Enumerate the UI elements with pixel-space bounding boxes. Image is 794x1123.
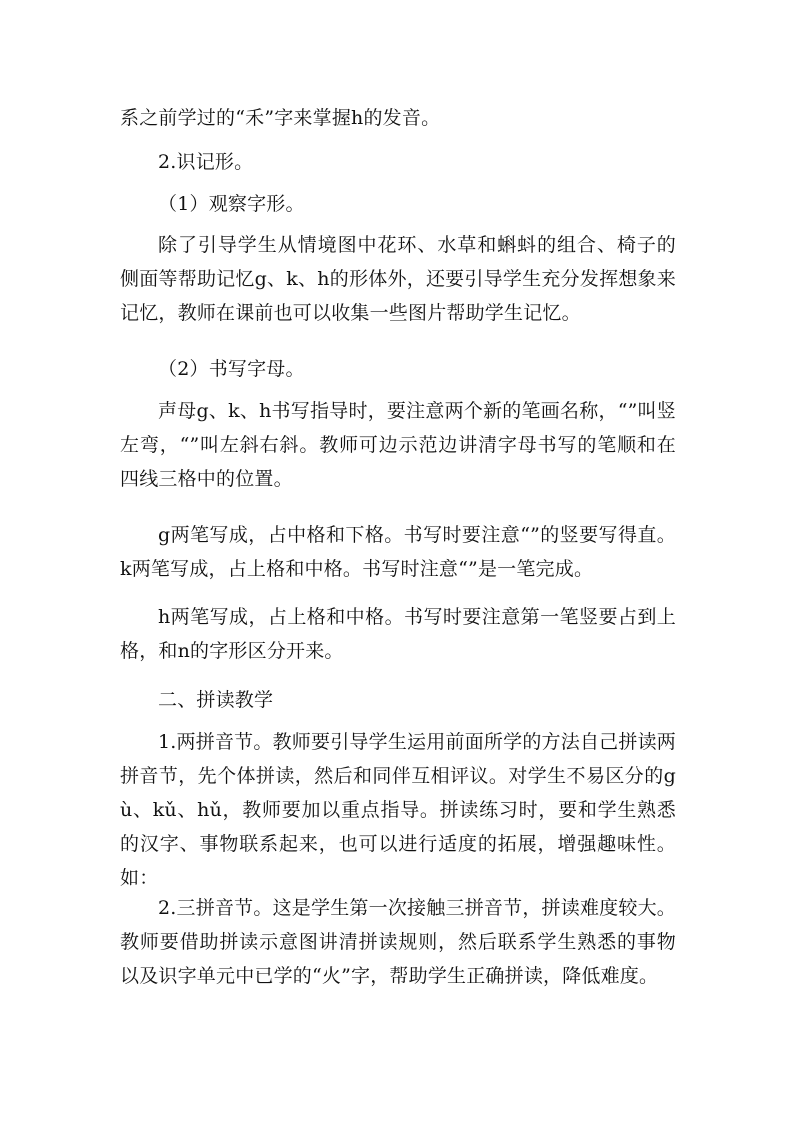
subheading-observe-shape: （1）观察字形。: [158, 193, 305, 215]
paragraph-h-writing: h两笔写成，占上格和中格。书写时要注意第一笔竖要占到上格，和n的字形区分开来。: [120, 606, 676, 662]
paragraph-continuation: 系之前学过的“禾”字来掌握h的发音。: [120, 107, 441, 129]
paragraph-two-part-syllables: 1.两拼音节。教师要引导学生运用前面所学的方法自己拼读两拼音节，先个体拼读，然后和同伴互相评议。对学生不易区分的gù、kǔ、hǔ，教师要加以重点指导。拼读练习时，要和学生熟悉的汉字、事物联系起来，也可以进行适度的拓展，增强趣味性。如：: [120, 731, 676, 889]
section-heading-recognize-shape: 2.识记形。: [158, 151, 254, 173]
subheading-write-letters: （2）书写字母。: [158, 358, 305, 380]
paragraph-writing-guidance: 声母g、k、h书写指导时，要注意两个新的笔画名称，“”叫竖左弯，“”叫左斜右斜。教师可边示范边讲清字母书写的笔顺和在四线三格中的位置。: [120, 400, 676, 490]
paragraph-g-k-writing: g两笔写成，占中格和下格。书写时要注意“”的竖要写得直。k两笔写成，占上格和中格。书写时注意“”是一笔完成。: [120, 524, 676, 580]
paragraph-three-part-syllables: 2.三拼音节。这是学生第一次接触三拼音节，拼读难度较大。教师要借助拼读示意图讲清拼读规则，然后联系学生熟悉的事物以及识字单元中已学的“火”字，帮助学生正确拼读，降低难度。: [120, 897, 676, 987]
section-heading-spelling: 二、拼读教学: [158, 689, 274, 711]
paragraph-memory-tips: 除了引导学生从情境图中花环、水草和蝌蚪的组合、椅子的侧面等帮助记忆g、k、h的形体外，还要引导学生充分发挥想象来记忆，教师在课前也可以收集一些图片帮助学生记忆。: [120, 234, 676, 324]
